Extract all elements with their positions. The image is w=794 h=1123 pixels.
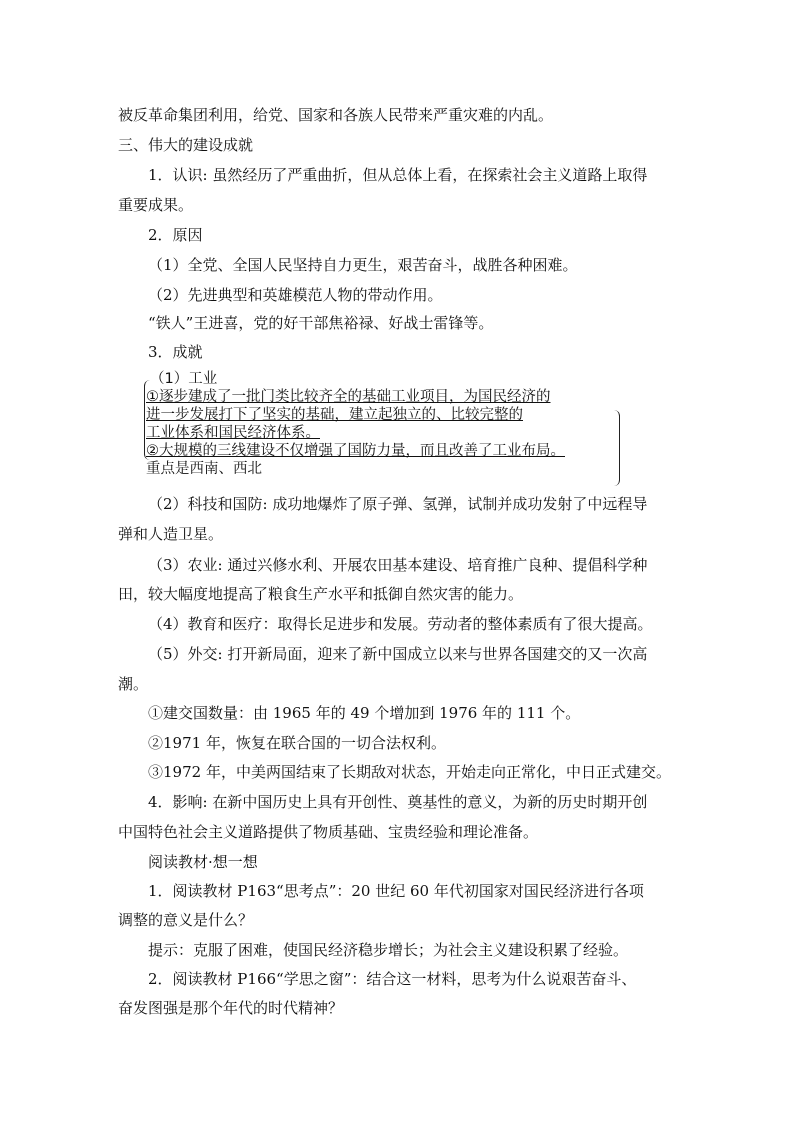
paragraph-line: （1）全党、全国人民坚持自力更生，艰苦奋斗，战胜各种困难。 (148, 256, 578, 274)
paragraph-line: （2）先进典型和英雄模范人物的带动作用。 (148, 286, 443, 304)
paragraph-line: 弹和人造卫星。 (118, 525, 224, 543)
paragraph-line: （4）教育和医疗：取得长足进步和发展。劳动者的整体素质有了很大提高。 (148, 615, 653, 633)
box-line: ①逐步建成了一批门类比较齐全的基础工业项目，为国民经济的 (146, 389, 551, 405)
paragraph-line: 中国特色社会主义道路提供了物质基础、宝贵经验和理论准备。 (118, 823, 539, 841)
paragraph-line: 奋发图强是那个年代的时代精神？ (118, 999, 344, 1017)
list-item: ①建交国数量：由 1965 年的 49 个增加到 1976 年的 111 个。 (148, 704, 581, 722)
subheading: 2．原因 (148, 226, 203, 244)
box-line: 工业体系和国民经济体系。 (146, 425, 320, 441)
box-line: ②大规模的三线建设不仅增强了国防力量，而且改善了工业布局。 (146, 443, 565, 459)
paragraph-line: “铁人”王进喜，党的好干部焦裕禄、好战士雷锋等。 (148, 314, 494, 332)
paragraph-line: 田，较大幅度地提高了粮食生产水平和抵御自然灾害的能力。 (118, 585, 524, 603)
paragraph-line: 调整的意义是什么？ (118, 911, 254, 929)
right-bracket (613, 410, 620, 486)
box-title: （1）工业 (150, 371, 218, 387)
paragraph-line: （2）科技和国防: 成功地爆炸了原子弹、氢弹，试制并成功发射了中远程导 (148, 495, 648, 513)
subheading: 阅读教材·想一想 (148, 853, 258, 871)
paragraph-line: 提示：克服了困难，使国民经济稳步增长；为社会主义建设积累了经验。 (148, 941, 629, 959)
list-item: ③1972 年，中美两国结束了长期敌对状态，开始走向正常化，中日正式建交。 (148, 763, 671, 781)
box-line: 重点是西南、西北 (146, 461, 262, 477)
paragraph-line: 被反革命集团利用，给党、国家和各族人民带来严重灾难的内乱。 (118, 106, 554, 124)
section-heading: 三、伟大的建设成就 (118, 136, 254, 154)
paragraph-line: 4．影响: 在新中国历史上具有开创性、奠基性的意义，为新的历史时期开创 (148, 793, 648, 811)
paragraph-line: （5）外交: 打开新局面，迎来了新中国成立以来与世界各国建交的又一次高 (148, 645, 648, 663)
industry-text-box (144, 372, 622, 482)
paragraph-line: 1．认识: 虽然经历了严重曲折，但从总体上看，在探索社会主义道路上取得 (148, 166, 648, 184)
box-line: 进一步发展打下了坚实的基础，建立起独立的、比较完整的 (146, 407, 523, 423)
subheading: 3．成就 (148, 343, 203, 361)
paragraph-line: 1．阅读教材 P163“思考点”：20 世纪 60 年代初国家对国民经济进行各项 (148, 882, 644, 900)
paragraph-line: （3）农业: 通过兴修水利、开展农田基本建设、培育推广良种、提倡科学种 (148, 556, 648, 574)
paragraph-line: 潮。 (118, 675, 149, 693)
paragraph-line: 重要成果。 (118, 196, 194, 214)
list-item: ②1971 年，恢复在联合国的一切合法权利。 (148, 734, 446, 752)
paragraph-line: 2．阅读教材 P166“学思之窗”：结合这一材料，思考为什么说艰苦奋斗、 (148, 970, 637, 988)
